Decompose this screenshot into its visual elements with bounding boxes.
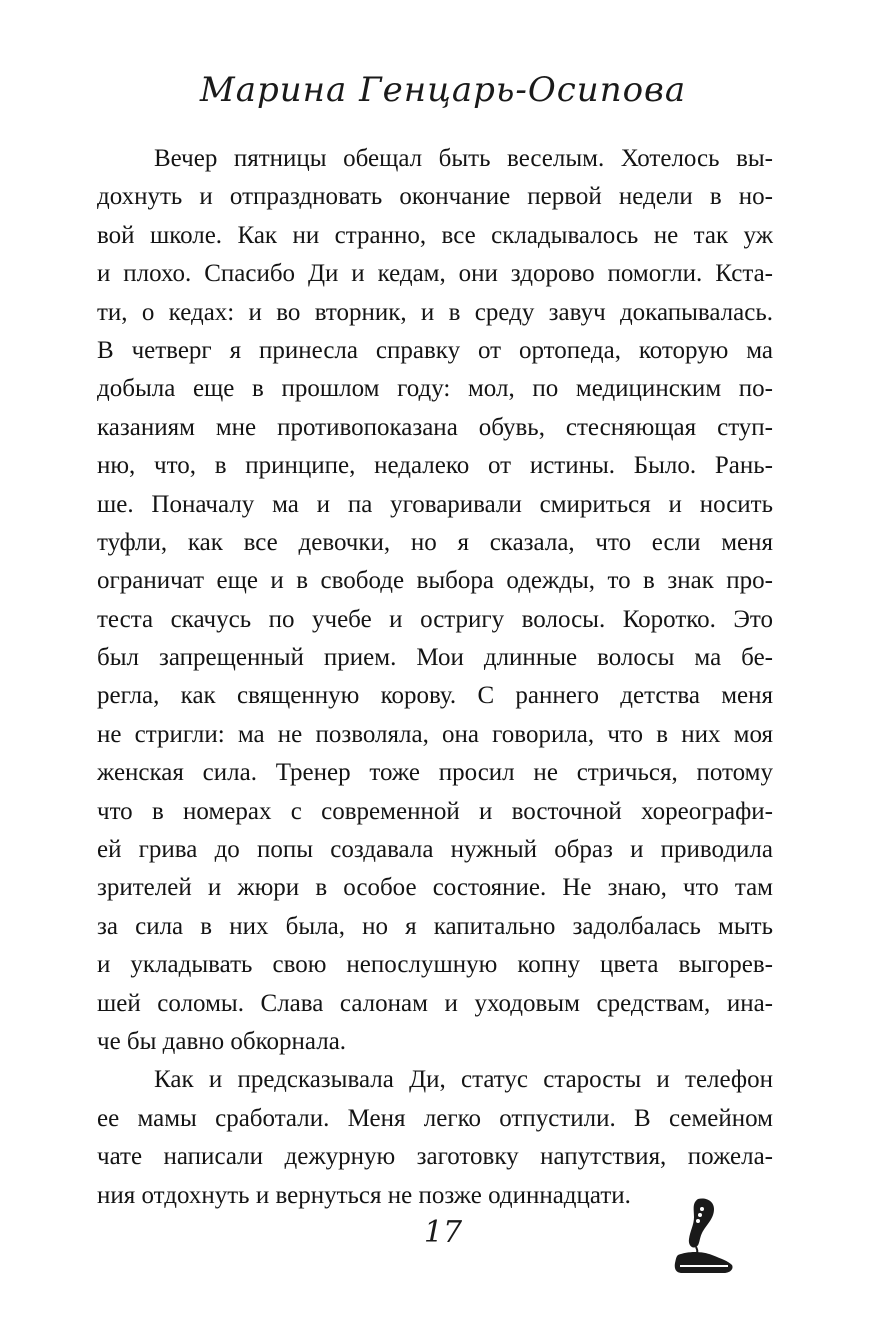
body-text (97, 140, 773, 1215)
text-line: добыла еще в прошлом году: мол, по медицинским по- (97, 375, 773, 403)
text-line: не стригли: ма не позволяла, она говорила, что в них моя (97, 720, 773, 748)
text-line: ния отдохнуть и вернуться не позже одиннадцати. (97, 1181, 631, 1209)
text-line: ню, что, в принципе, недалеко от истины. Было. Рань- (97, 452, 773, 480)
text-line: зрителей и жюри в особое состояние. Не знаю, что там (97, 874, 773, 902)
text-line: В четверг я принесла справку от ортопеда, которую ма (97, 336, 773, 364)
text-line: женская сила. Тренер тоже просил не стричься, потому (97, 759, 773, 787)
paragraph (97, 140, 773, 1061)
text-line: казаниям мне противопоказана обувь, стесняющая ступ- (97, 413, 773, 441)
text-line: ти, о кедах: и во вторник, и в среду завуч докапывалась. (97, 298, 773, 326)
text-line: ей грива до попы создавала нужный образ и приводила (97, 836, 773, 864)
text-line: Как и предсказывала Ди, статус старосты и телефон (154, 1066, 773, 1094)
text-line: ше. Поначалу ма и па уговаривали смириться и носить (97, 490, 773, 518)
text-line: чате написали дежурную заготовку напутствия, пожела- (97, 1143, 773, 1171)
page-number: 17 (423, 1215, 463, 1250)
text-line: шей соломы. Слава салонам и уходовым средствам, ина- (97, 989, 773, 1017)
text-line: теста скачусь по учебе и остригу волосы. Коротко. Это (97, 605, 773, 633)
text-line: и плохо. Спасибо Ди и кедам, они здорово помогли. Кста- (97, 260, 773, 288)
text-line: и укладывать свою непослушную копну цвета выгорев- (97, 951, 773, 979)
text-line: ее мамы сработали. Меня легко отпустили. В семейном (97, 1104, 773, 1132)
text-line: вой школе. Как ни странно, все складывалось не так уж (97, 221, 773, 249)
text-line: регла, как священную корову. С раннего детства меня (97, 682, 773, 710)
sneaker-icon (668, 1195, 738, 1285)
paragraph (97, 1061, 773, 1215)
text-line: ограничат еще и в свободе выбора одежды, то в знак про- (97, 567, 773, 595)
text-line: туфли, как все девочки, но я сказала, что если меня (97, 528, 773, 556)
text-line: за сила в них была, но я капитально задолбалась мыть (97, 912, 773, 940)
text-line: что в номерах с современной и восточной хореографи- (97, 797, 773, 825)
running-title: Марина Генцарь-Осипова (199, 70, 687, 110)
text-line: был запрещенный прием. Мои длинные волосы ма бе- (97, 644, 773, 672)
text-line: дохнуть и отпраздновать окончание первой недели в но- (97, 183, 773, 211)
text-line: че бы давно обкорнала. (97, 1027, 347, 1055)
text-line: Вечер пятницы обещал быть веселым. Хотелось вы- (154, 145, 773, 172)
